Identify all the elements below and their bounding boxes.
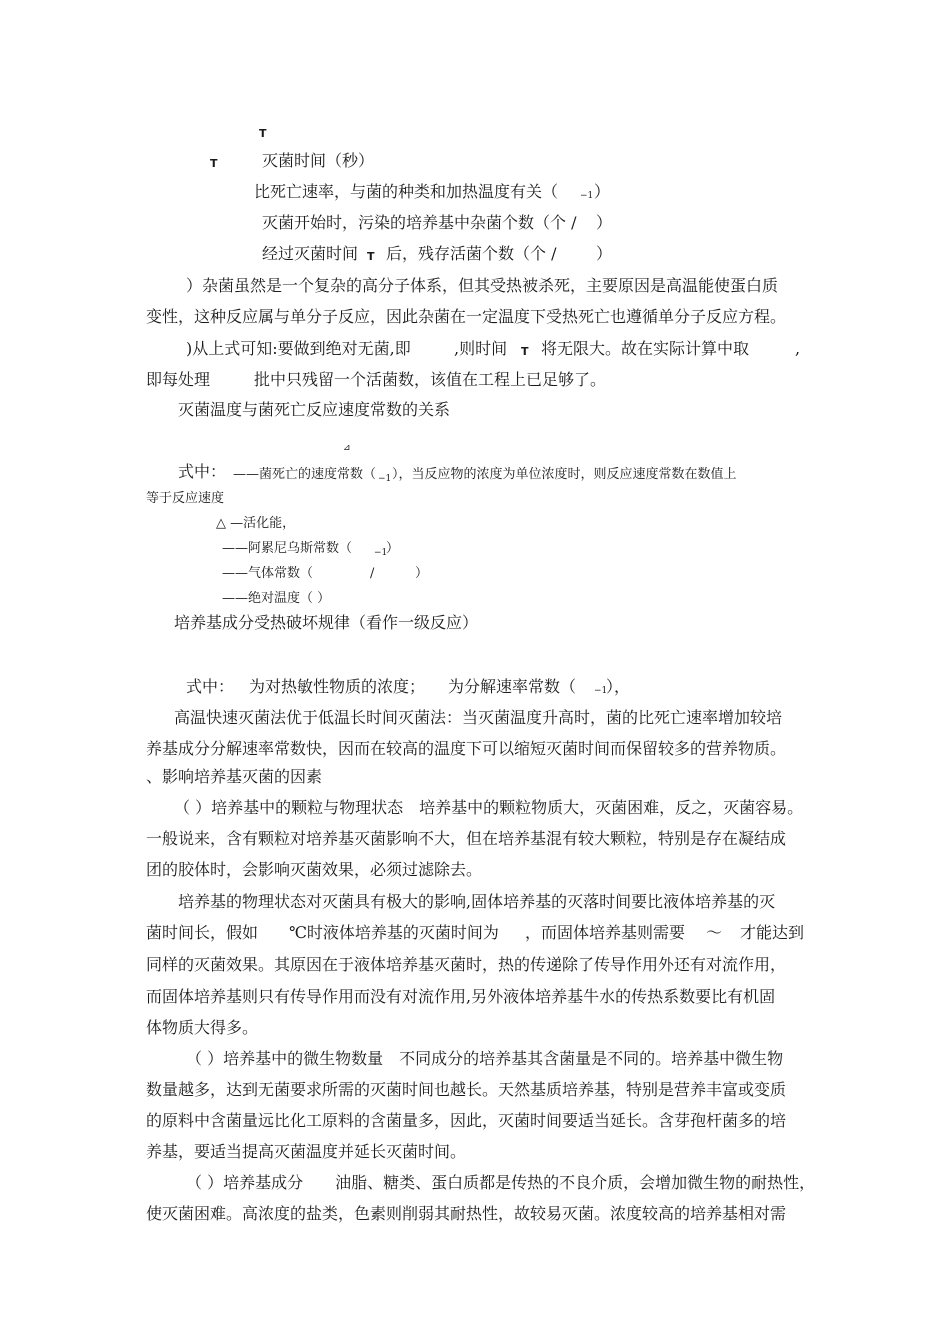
para5-line2-d: ～ [706,923,723,942]
para5-line4: 而固体培养基则只有传导作用而没有对流作用,另外液体培养基牛水的传热系数要比有机固 [146,987,776,1006]
para7-line2: 使灭菌困难。高浓度的盐类，色素则削弱其耐热性，故较易灭菌。浓度较高的培养基相对需 [146,1204,787,1223]
formula1-c: 等于反应速度 [146,491,225,506]
gas-constant-slash: / [370,566,375,581]
para2-line1-d: , [795,339,801,358]
formula2-d: ）， [606,677,631,696]
para2-line1-b: ,则时间 [454,339,508,358]
t-definition: 灭菌时间（秒） [262,151,375,170]
n-definition-t: T [367,250,375,263]
para5-line2-a: 菌时间长，假如 [146,923,259,942]
n-definition-b: 后，残存活菌个数（个 / [386,244,557,263]
absolute-temperature: ——绝对温度（ ） [222,591,331,606]
formula2-unit: −1 [594,686,608,696]
activation-energy: △ —活化能， [216,516,296,531]
para3-line1: 高温快速灭菌法优于低温长时间灭菌法：当灭菌温度升高时，菌的比死亡速率增加较培 [174,708,783,727]
n-definition-a: 经过灭菌时间 [262,244,359,263]
arrhenius-close: ） [386,541,400,556]
para2-line1-c: 将无限大。故在实际计算中取 [541,339,750,358]
para6-line1: （ ）培养基中的微生物数量 不同成分的培养基其含菌量是不同的。培养基中微生物 [186,1049,784,1068]
delta-mark: ⊿ [343,443,351,453]
formula1-a: ——菌死亡的速度常数（ [233,467,377,482]
t-symbol: T [210,157,218,170]
para5-line3: 同样的灭菌效果。其原因在于液体培养基灭菌时，热的传递除了传导作用外还有对流作用， [146,955,787,974]
n-close: ） [596,244,613,263]
para5-line2-b: ℃时液体培养基的灭菌时间为 [289,923,499,942]
k-definition: 比死亡速率，与菌的种类和加热温度有关（ [254,182,559,201]
t-symbol-top: T [259,127,267,140]
k-close: ） [594,182,611,201]
heading-factors: 、影响培养基灭菌的因素 [146,767,323,786]
para4-line2: 一般说来，含有颗粒对培养基灭菌影响不大，但在培养基混有较大颗粒，特别是存在凝结成 [146,829,787,848]
arrhenius-constant: ——阿累尼乌斯常数（ [222,541,353,556]
para6-line3: 的原料中含菌量远比化工原料的含菌量多，因此，灭菌时间要适当延长。含芽孢杆菌多的培 [146,1111,787,1130]
para5-line5: 体物质大得多。 [146,1018,259,1037]
formula1-b: ），当反应物的浓度为单位浓度时，则反应速度常数在数值上 [392,467,737,482]
para5-line2-e: 才能达到 [740,923,805,942]
gas-constant-close: ） [415,566,429,581]
para2-line2-b: 批中只残留一个活菌数，该值在工程上已足够了。 [254,370,607,389]
k-unit: −1 [580,191,594,201]
para7-line1: （ ）培养基成分 油脂、糖类、蛋白质都是传热的不良介质，会增加微生物的耐热性， [186,1173,816,1192]
gas-constant: ——气体常数（ [222,566,314,581]
para5-line2-c: ，而固体培养基则需要 [525,923,686,942]
formula1-label: 式中： [178,462,227,481]
para2-line1-a: )从上式可知:要做到绝对无菌,即 [186,339,411,358]
para2-line2-a: 即每处理 [146,370,211,389]
para6-line4: 养基，要适当提高灭菌温度并延长灭菌时间。 [146,1142,467,1161]
n0-definition: 灭菌开始时，污染的培养基中杂菌个数（个 / [262,213,577,232]
heading-medium-decay: 培养基成分受热破坏规律（看作一级反应） [174,613,479,632]
heading-temperature: 灭菌温度与菌死亡反应速度常数的关系 [178,400,451,419]
n0-close: ） [596,213,613,232]
formula2-c: 为分解速率常数（ [448,677,577,696]
para3-line2: 养基成分分解速率常数快，因而在较高的温度下可以缩短灭菌时间而保留较多的营养物质。 [146,739,787,758]
para6-line2: 数量越多，达到无菌要求所需的灭菌时间也越长。天然基质培养基，特别是营养丰富或变质 [146,1080,787,1099]
arrhenius-unit: −1 [374,548,388,558]
para1-line2: 变性，这种反应属与单分子反应，因此杂菌在一定温度下受热死亡也遵循单分子反应方程。 [146,307,787,326]
para4-line1: （ ）培养基中的颗粒与物理状态 培养基中的颗粒物质大，灭菌困难，反之，灭菌容易。 [174,798,804,817]
para1-line1: ）杂菌虽然是一个复杂的高分子体系，但其受热被杀死，主要原因是高温能使蛋白质 [186,276,779,295]
para4-line3: 团的胶体时，会影响灭菌效果，必须过滤除去。 [146,860,483,879]
formula2-label: 式中： [186,677,235,696]
formula2-b: 为对热敏性物质的浓度； [249,677,426,696]
formula1-unit: −1 [378,474,392,484]
para2-t: T [521,345,529,358]
para5-line1: 培养基的物理状态对灭菌具有极大的影响,固体培养基的灭落时间要比液体培养基的灭 [178,892,776,911]
